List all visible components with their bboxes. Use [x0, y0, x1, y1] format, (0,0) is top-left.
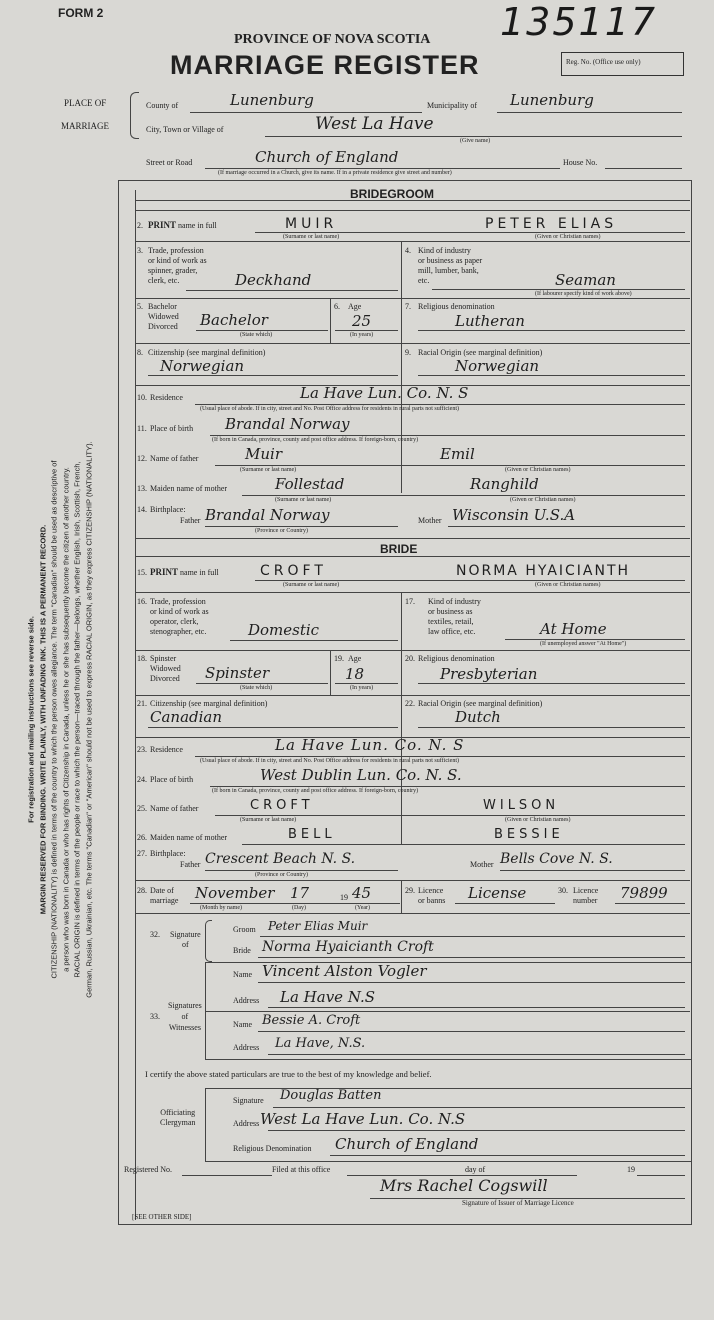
- item-number: 19.: [334, 654, 344, 663]
- birthplace-label: Birthplace:: [150, 849, 186, 858]
- street-value: Church of England: [255, 148, 399, 166]
- place-label-2: MARRIAGE: [61, 121, 110, 131]
- label-line: operator, clerk,: [150, 617, 199, 626]
- groom-mother-given: Ranghild: [470, 475, 539, 493]
- reg-no-label: Reg. No. (Office use only): [566, 58, 641, 66]
- witness1-name: Vincent Alston Vogler: [262, 962, 427, 980]
- item-number: 24.: [137, 775, 147, 784]
- groom-mother-surname: Follestad: [275, 475, 345, 493]
- item-number: 5.: [137, 302, 143, 311]
- label-line: of: [181, 1012, 189, 1021]
- street-caption: (If marriage occurred in a Church, give its name. If in a private residence give street and number): [218, 170, 452, 176]
- give-name-caption: (Give name): [460, 138, 491, 144]
- racial-label: Racial Origin (see marginal definition): [418, 699, 543, 708]
- witness2-name: Bessie A. Croft: [262, 1013, 361, 1028]
- item-number: 6.: [334, 302, 340, 311]
- licence-no-label: [573, 886, 598, 906]
- residence-label: Residence: [150, 393, 183, 402]
- groom-industry: Seaman: [555, 271, 616, 289]
- father-bp-label: Father: [180, 860, 201, 869]
- item-number: 23.: [137, 745, 147, 754]
- margin-line: CITIZENSHIP (NATIONALITY) is defined in terms of the country to which the person owes allegiance. The term "Canadian" should be used as descriptive of: [49, 460, 59, 979]
- label-line: or kind of work as: [148, 256, 207, 265]
- groom-father-surname: Muir: [245, 445, 282, 463]
- bride-marital-status: Spinster: [205, 664, 270, 682]
- bride-signature: Norma Hyaicianth Croft: [262, 939, 434, 955]
- in-years-caption: (In years): [350, 332, 374, 338]
- surname-caption: (Surname or last name): [283, 234, 340, 240]
- margin-instructions: [26, 120, 95, 1320]
- date-label: [150, 886, 178, 906]
- bride-citizenship: Canadian: [150, 708, 223, 726]
- street-label: Street or Road: [146, 158, 193, 167]
- label-line: spinner, grader,: [148, 266, 198, 275]
- surname-caption: (Surname or last name): [283, 582, 340, 588]
- licence-label: [418, 886, 445, 906]
- year-prefix: 19: [340, 893, 348, 902]
- label-line: clerk, etc.: [148, 276, 180, 285]
- label-line: or business as: [428, 607, 473, 616]
- register-number: 135117: [500, 0, 658, 44]
- groom-signature: Peter Elias Muir: [268, 919, 368, 933]
- bride-trade: Domestic: [248, 621, 320, 639]
- margin-line: German, Russian, Ukrainian, etc. The terms "Canadian" or "American" should not be used to express RACIAL ORIGIN, as they express CITIZENSHIP (NATIONALITY).: [84, 441, 93, 998]
- item-number: 14.: [137, 505, 147, 514]
- father-bp-label: Father: [180, 516, 201, 525]
- sig-brace: [205, 920, 212, 962]
- item-number: 11.: [137, 424, 147, 433]
- witness1-address: La Have N.S: [280, 988, 376, 1006]
- place-label-1: PLACE OF: [64, 98, 107, 108]
- issuer-signature: Mrs Rachel Cogswill: [380, 1176, 548, 1195]
- marriage-year: 45: [352, 884, 372, 902]
- label-line: Signatures: [168, 1001, 202, 1010]
- province-heading: PROVINCE OF NOVA SCOTIA: [234, 32, 431, 47]
- bride-mother-surname: BELL: [288, 827, 336, 842]
- label-line: Witnesses: [168, 1023, 201, 1032]
- given-caption: (Given or Christian names): [535, 582, 601, 588]
- label-line: marriage: [150, 896, 179, 905]
- municipality-value: Lunenburg: [510, 91, 594, 109]
- year-label: 19: [627, 1165, 635, 1174]
- in-years-caption: (In years): [350, 685, 374, 691]
- item-number: 10.: [137, 393, 147, 402]
- residence-caption: (Usual place of abode. If in city, street and No. Post Office address for residents in rural parts not sufficient): [200, 758, 459, 764]
- groom-father-birthplace: Brandal Norway: [205, 506, 330, 524]
- label-line: textiles, retail,: [428, 617, 474, 626]
- given-caption: (Given or Christian names): [505, 467, 571, 473]
- licence-number: 79899: [620, 884, 668, 902]
- citizenship-label: Citizenship (see marginal definition): [150, 699, 268, 708]
- label-line: or business as paper: [418, 256, 483, 265]
- bride-father-surname: CROFT: [250, 798, 314, 813]
- father-label: Name of father: [150, 804, 199, 813]
- county-label: County of: [146, 101, 179, 110]
- margin-line: a person who was born in Canada or who has rights of Citizenship in Canada, unless he or she has subsequently become the citizen of another country.: [61, 467, 70, 972]
- bride-mother-birthplace: Bells Cove N. S.: [500, 851, 613, 867]
- filed-label: Filed at this office: [272, 1165, 331, 1174]
- given-caption: (Given or Christian names): [535, 234, 601, 240]
- label-line: Clergyman: [160, 1118, 196, 1127]
- birthplace-label: Birthplace:: [150, 505, 186, 514]
- groom-section-title: BRIDEGROOM: [350, 187, 434, 201]
- item-number: 30.: [558, 886, 568, 895]
- father-label: Name of father: [150, 454, 199, 463]
- day-caption: (Day): [292, 905, 306, 911]
- form-number: FORM 2: [58, 6, 104, 20]
- clergy-denomination: Church of England: [335, 1135, 479, 1153]
- groom-industry-label: [418, 246, 482, 286]
- racial-label: Racial Origin (see marginal definition): [418, 348, 543, 357]
- item-number: 20.: [405, 654, 415, 663]
- city-value: West La Have: [315, 114, 434, 134]
- item-number: 18.: [137, 654, 147, 663]
- groom-birthplace: Brandal Norway: [225, 415, 350, 433]
- bride-sign-label: Bride: [233, 946, 251, 955]
- birth-caption: (If born in Canada, province, county and post office address. If foreign-born, country): [212, 788, 419, 794]
- mother-label: Maiden name of mother: [150, 833, 228, 842]
- item-number: 4.: [405, 246, 411, 255]
- name-label: Name: [233, 1020, 253, 1029]
- bride-trade-label: [150, 597, 209, 637]
- label-line: Licence: [573, 886, 599, 895]
- margin-line: RACIAL ORIGIN is defined in terms of the people or race to which the person—traced through the father—belongs, whether English, Irish, Scottish, French,: [72, 461, 82, 978]
- citizenship-label: Citizenship (see marginal definition): [148, 348, 266, 357]
- item-number: 2.: [137, 221, 143, 230]
- item-number: 15.: [137, 568, 147, 577]
- unemployed-caption: (If unemployed answer "At Home"): [540, 641, 627, 647]
- groom-citizenship: Norwegian: [160, 357, 245, 375]
- surname-caption: (Surname or last name): [240, 817, 297, 823]
- certification-text: I certify the above stated particulars are true to the best of my knowledge and belief.: [145, 1069, 432, 1079]
- age-label: Age: [348, 654, 362, 663]
- clergy-address: West La Have Lun. Co. N.S: [260, 1110, 466, 1128]
- label-line: law office, etc.: [428, 627, 476, 636]
- groom-age: 25: [352, 312, 372, 330]
- given-caption: (Given or Christian names): [510, 497, 576, 503]
- state-which-caption: (State which): [240, 332, 273, 338]
- margin-line: MARGIN RESERVED FOR BINDING. WRITE PLAINLY, WITH UNFADING INK. THIS IS A PERMANENT RECORD.: [38, 524, 47, 915]
- item-number: 26.: [137, 833, 147, 842]
- state-which-caption: (State which): [240, 685, 273, 691]
- registered-label: Registered No.: [124, 1165, 172, 1174]
- item-number: 16.: [137, 597, 147, 606]
- municipality-label: Municipality of: [427, 101, 477, 110]
- item-number: 9.: [405, 348, 411, 357]
- name-label: Name: [233, 970, 253, 979]
- label-line: or banns: [418, 896, 446, 905]
- item-number: 27.: [137, 849, 147, 858]
- province-caption: (Province or Country): [255, 528, 308, 534]
- religion-label: Religious denomination: [418, 654, 495, 663]
- month-caption: (Month by name): [200, 905, 242, 911]
- industry-caption: (If labourer specify kind of work above): [535, 291, 632, 297]
- groom-racial-origin: Norwegian: [455, 357, 540, 375]
- item-number: 3.: [137, 246, 143, 255]
- label-line: Trade, profession: [150, 597, 206, 606]
- witness2-address: La Have, N.S.: [275, 1036, 366, 1051]
- bride-residence: La Have Lun. Co. N. S: [275, 736, 465, 754]
- groom-residence: La Have Lun. Co. N. S: [300, 384, 469, 402]
- bride-birthplace: West Dublin Lun. Co. N. S.: [260, 766, 462, 784]
- label-line: Kind of industry: [428, 597, 481, 606]
- birth-caption: (If born in Canada, province, county and post office address. If foreign-born, country): [212, 437, 419, 443]
- residence-caption: (Usual place of abode. If in city, street and No. Post Office address for residents in rural parts not sufficient): [200, 406, 459, 412]
- label-line: Divorced: [148, 322, 178, 331]
- surname-caption: (Surname or last name): [275, 497, 332, 503]
- marriage-day: 17: [290, 884, 310, 902]
- label-line: Bachelor: [148, 302, 177, 311]
- label-line: of: [182, 940, 189, 949]
- bride-age: 18: [345, 665, 365, 683]
- label-line: Signature: [170, 930, 201, 939]
- label-line: etc.: [418, 276, 430, 285]
- birth-label: Place of birth: [150, 775, 194, 784]
- given-caption: (Given or Christian names): [505, 817, 571, 823]
- bride-industry: At Home: [540, 620, 607, 638]
- groom-trade: Deckhand: [235, 271, 312, 289]
- bride-racial-origin: Dutch: [455, 708, 501, 726]
- groom-given-names: PETER ELIAS: [485, 216, 618, 232]
- mother-label: Maiden name of mother: [150, 484, 228, 493]
- issuer-caption: Signature of Issuer of Marriage Licence: [462, 1199, 574, 1207]
- item-number: 33.: [150, 1012, 160, 1021]
- denomination-label: Religious Denomination: [233, 1144, 312, 1153]
- label-line: stenographer, etc.: [150, 627, 207, 636]
- bride-industry-label: [428, 597, 481, 637]
- mother-bp-label: Mother: [470, 860, 494, 869]
- item-number: 32.: [150, 930, 160, 939]
- city-label: City, Town or Village of: [146, 125, 224, 134]
- item-number: 13.: [137, 484, 147, 493]
- item-number: 25.: [137, 804, 147, 813]
- religion-label: Religious denomination: [418, 302, 495, 311]
- groom-trade-label: [148, 246, 207, 286]
- groom-religion: Lutheran: [455, 312, 525, 330]
- label-line: Divorced: [150, 674, 180, 683]
- marriage-month: November: [195, 884, 275, 902]
- groom-mother-birthplace: Wisconsin U.S.A: [452, 506, 576, 524]
- groom-sign-label: Groom: [233, 925, 256, 934]
- province-caption: (Province or Country): [255, 872, 308, 878]
- clergy-signature-label: Signature: [233, 1096, 264, 1105]
- item-number: 7.: [405, 302, 411, 311]
- bride-print-label: PRINT name in full: [150, 567, 219, 577]
- address-label: Address: [233, 1043, 260, 1052]
- label-line: Widowed: [148, 312, 179, 321]
- item-number: 22.: [405, 699, 415, 708]
- clergy-signature: Douglas Batten: [280, 1088, 382, 1103]
- item-number: 29.: [405, 886, 415, 895]
- bride-status-label: [150, 654, 181, 684]
- label-line: Spinster: [150, 654, 177, 663]
- bride-section-title: BRIDE: [380, 542, 418, 556]
- groom-marital-status: Bachelor: [200, 311, 268, 329]
- label-line: number: [573, 896, 598, 905]
- age-label: Age: [348, 302, 362, 311]
- label-line: Officiating: [160, 1108, 196, 1117]
- item-number: 21.: [137, 699, 147, 708]
- bride-father-birthplace: Crescent Beach N. S.: [205, 851, 356, 867]
- mother-bp-label: Mother: [418, 516, 442, 525]
- groom-status-label: [148, 302, 179, 332]
- groom-surname: MUIR: [285, 216, 338, 232]
- birth-label: Place of birth: [150, 424, 194, 433]
- signature-of-label: [170, 930, 201, 950]
- licence-or-banns: License: [468, 884, 527, 902]
- label-line: or kind of work as: [150, 607, 209, 616]
- bride-father-given: WILSON: [483, 798, 560, 813]
- page-title: MARRIAGE REGISTER: [170, 50, 480, 80]
- label-line: mill, lumber, bank,: [418, 266, 479, 275]
- bride-given-names: NORMA HYAICIANTH: [456, 563, 631, 579]
- margin-line: For registration and mailing instructions see reverse side.: [26, 616, 36, 823]
- label-line: Trade, profession: [148, 246, 204, 255]
- bride-religion: Presbyterian: [440, 665, 538, 683]
- address-label: Address: [233, 996, 260, 1005]
- item-number: 17.: [405, 597, 415, 606]
- witnesses-label: [168, 1000, 202, 1033]
- label-line: Date of: [150, 886, 174, 895]
- surname-caption: (Surname or last name): [240, 467, 297, 473]
- day-of-label: day of: [465, 1165, 486, 1174]
- item-number: 8.: [137, 348, 143, 357]
- groom-print-label: PRINT name in full: [148, 220, 217, 230]
- groom-father-given: Emil: [440, 445, 475, 463]
- item-number: 28.: [137, 886, 147, 895]
- bride-surname: CROFT: [260, 563, 327, 579]
- clergyman-label: [160, 1108, 195, 1128]
- county-value: Lunenburg: [230, 91, 314, 109]
- residence-label: Residence: [150, 745, 183, 754]
- label-line: Licence: [418, 886, 444, 895]
- year-caption: (Year): [355, 905, 371, 911]
- bride-mother-given: BESSIE: [494, 827, 564, 842]
- place-brace: [130, 92, 139, 139]
- clergy-address-label: Address: [233, 1119, 260, 1128]
- see-other-side: [SEE OTHER SIDE]: [132, 1213, 192, 1221]
- label-line: Kind of industry: [418, 246, 471, 255]
- label-line: Widowed: [150, 664, 181, 673]
- item-number: 12.: [137, 454, 147, 463]
- house-label: House No.: [563, 158, 598, 167]
